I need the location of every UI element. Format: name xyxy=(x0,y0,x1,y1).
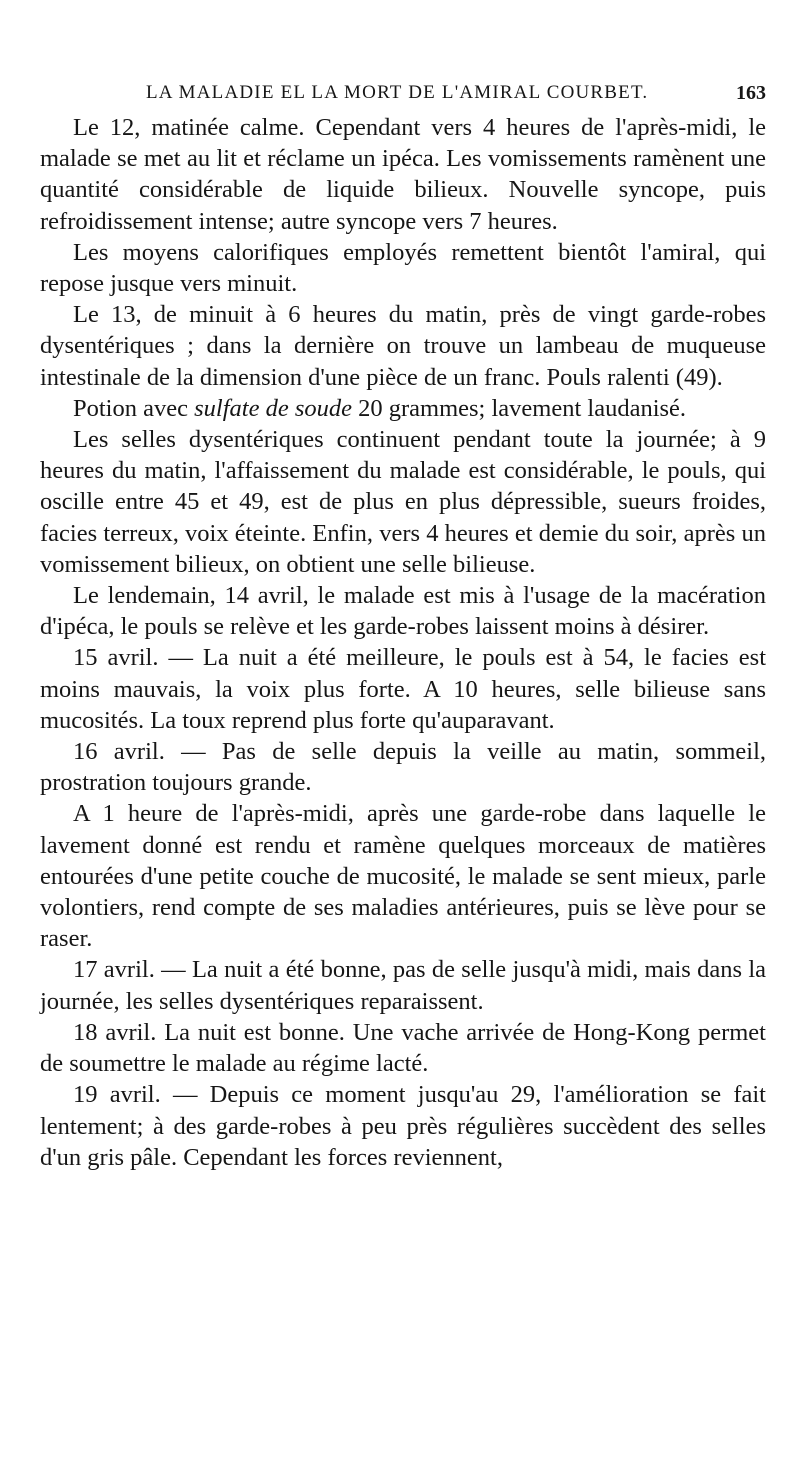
paragraph: 18 avril. La nuit est bonne. Une vache arrivée de Hong-Kong permet de soumettre le malade au régime lacté. xyxy=(40,1018,766,1078)
paragraph: Les moyens calorifiques employés remettent bientôt l'amiral, qui repose jusque vers minuit. xyxy=(40,238,766,298)
page-number: 163 xyxy=(736,82,766,104)
paragraph: Le 13, de minuit à 6 heures du matin, près de vingt garde-robes dysentériques ; dans la dernière on trouve un lambeau de muqueuse intestinale de la dimension d'une pièce de un franc. Pouls ralenti (49). xyxy=(40,301,766,391)
running-title: LA MALADIE EL LA MORT DE L'AMIRAL COURBET. xyxy=(146,82,649,103)
running-head xyxy=(146,82,766,112)
body-text xyxy=(40,112,766,1173)
paragraph: A 1 heure de l'après-midi, après une garde-robe dans laquelle le lavement donné est rendu et ramène quelques morceaux de matières entourées d'une petite couche de mucosité, le malade se sent mieux, parle volontiers, rend compte de ses maladies antérieures, puis se lève pour se raser. xyxy=(40,800,766,953)
italic-drug-name: sulfate de soude xyxy=(194,394,352,422)
paragraph-text: Potion avec xyxy=(73,394,195,422)
paragraph: Le 12, matinée calme. Cependant vers 4 heures de l'après-midi, le malade se met au lit et réclame un ipéca. Les vomissements ramènent une quantité considérable de liquide bilieux. Nouvelle syncope, puis refroidissement intense; autre syncope vers 7 heures. xyxy=(40,114,766,235)
paragraph: 15 avril. — La nuit a été meilleure, le pouls est à 54, le facies est moins mauvais, la voix plus forte. A 10 heures, selle bilieuse sans mucosités. La toux reprend plus forte qu'auparavant. xyxy=(40,644,766,734)
paragraph: 17 avril. — La nuit a été bonne, pas de selle jusqu'à midi, mais dans la journée, les selles dysentériques reparaissent. xyxy=(40,956,766,1015)
paragraph-text: 20 grammes; lavement laudanisé. xyxy=(352,394,687,422)
paragraph: Le lendemain, 14 avril, le malade est mis à l'usage de la macération d'ipéca, le pouls se relève et les garde-robes laissent moins à désirer. xyxy=(40,582,766,641)
paragraph: Les selles dysentériques continuent pendant toute la journée; à 9 heures du matin, l'affaissement du malade est considérable, le pouls, qui oscille entre 45 et 49, est de plus en plus dépressible, sueurs froides, facies terreux, voix éteinte. Enfin, vers 4 heures et demie du soir, après un vomissement bilieux, on obtient une selle bilieuse. xyxy=(40,426,766,578)
paragraph: 19 avril. — Depuis ce moment jusqu'au 29, l'amélioration se fait lentement; à des garde-robes à peu près régulières succèdent des selles d'un gris pâle. Cependant les forces reviennent, xyxy=(40,1081,766,1171)
paragraph xyxy=(40,393,766,424)
paragraph: 16 avril. — Pas de selle depuis la veille au matin, sommeil, prostration toujours grande. xyxy=(40,738,766,797)
